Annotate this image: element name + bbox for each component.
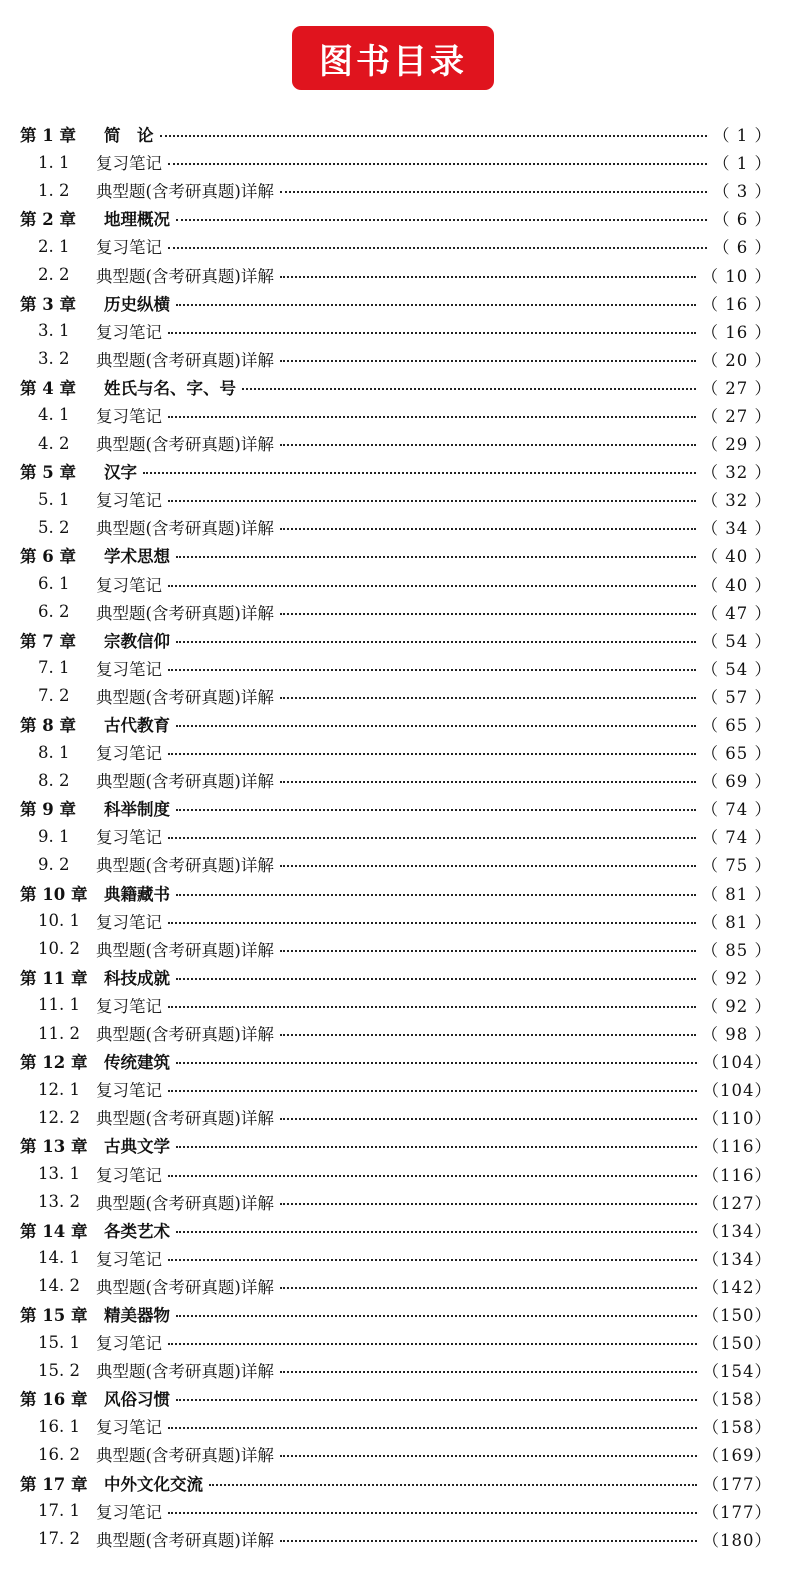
page-number: （ 54 ） (701, 659, 772, 679)
section-number: 17. 1 (38, 1501, 80, 1521)
chapter-number: 第 4 章 (20, 378, 76, 398)
toc-section-row[interactable] (20, 850, 772, 878)
section-title: 典型题(含考研真题)详解 (96, 687, 274, 707)
toc-chapter-row[interactable] (20, 794, 772, 822)
page-number: （150） (702, 1305, 772, 1325)
section-number: 9. 1 (38, 826, 70, 846)
page-number: （ 16 ） (701, 322, 772, 342)
toc-section-row[interactable] (20, 485, 772, 513)
section-number: 13. 2 (38, 1192, 80, 1212)
section-title: 复习笔记 (96, 1081, 162, 1101)
toc-section-row[interactable] (20, 991, 772, 1019)
chapter-number: 第 7 章 (20, 631, 76, 651)
dot-leader (280, 1019, 696, 1047)
toc-section-row[interactable] (20, 1019, 772, 1047)
toc-section-row[interactable] (20, 654, 772, 682)
dot-leader (280, 935, 696, 963)
toc-chapter-row[interactable] (20, 373, 772, 401)
page-number: （ 10 ） (701, 266, 772, 286)
section-title: 典型题(含考研真题)详解 (96, 435, 274, 455)
page-number: （ 1 ） (713, 154, 772, 174)
toc-section-row[interactable] (20, 935, 772, 963)
section-title: 复习笔记 (96, 744, 162, 764)
chapter-title: 中外文化交流 (104, 1474, 203, 1494)
header (0, 0, 790, 120)
section-number: 2. 2 (38, 265, 70, 285)
section-number: 11. 1 (38, 995, 80, 1015)
section-title: 复习笔记 (96, 322, 162, 342)
dot-leader (209, 1469, 697, 1497)
page-number: （134） (702, 1249, 772, 1269)
dot-leader (168, 907, 696, 935)
page-number: （ 75 ） (701, 856, 772, 876)
chapter-number: 第 17 章 (20, 1474, 88, 1494)
page-number: （ 81 ） (701, 884, 772, 904)
page-number: （ 92 ） (701, 996, 772, 1016)
chapter-number: 第 5 章 (20, 463, 76, 483)
section-title: 典型题(含考研真题)详解 (96, 1530, 274, 1550)
page-number: （ 3 ） (713, 182, 772, 202)
page-number: （116） (702, 1165, 772, 1185)
page-number: （180） (702, 1530, 772, 1550)
dot-leader (280, 1103, 697, 1131)
toc-section-row[interactable] (20, 317, 772, 345)
chapter-number: 第 16 章 (20, 1390, 88, 1410)
toc-section-row[interactable] (20, 401, 772, 429)
chapter-number: 第 8 章 (20, 716, 76, 736)
section-number: 8. 2 (38, 770, 70, 790)
dot-leader (280, 850, 696, 878)
section-number: 15. 2 (38, 1360, 80, 1380)
section-number: 3. 2 (38, 349, 70, 369)
section-number: 1. 2 (38, 180, 70, 200)
dot-leader (168, 148, 707, 176)
toc-section-row[interactable] (20, 1497, 772, 1525)
toc-section-row[interactable] (20, 1356, 772, 1384)
dot-leader (280, 513, 696, 541)
chapter-number: 第 12 章 (20, 1053, 88, 1073)
chapter-title: 古典文学 (104, 1137, 170, 1157)
page-number: （ 6 ） (713, 238, 772, 258)
section-title: 典型题(含考研真题)详解 (96, 266, 274, 286)
page-number: （ 57 ） (701, 687, 772, 707)
section-number: 17. 2 (38, 1529, 80, 1549)
section-title: 典型题(含考研真题)详解 (96, 856, 274, 876)
chapter-number: 第 11 章 (20, 968, 88, 988)
toc-section-row[interactable] (20, 682, 772, 710)
section-title: 复习笔记 (96, 659, 162, 679)
toc-section-row[interactable] (20, 1272, 772, 1300)
page-title: 图书目录 (292, 26, 494, 90)
page-number: （ 16 ） (701, 294, 772, 314)
toc-chapter-row[interactable] (20, 204, 772, 232)
section-title: 典型题(含考研真题)详解 (96, 940, 274, 960)
section-number: 14. 2 (38, 1276, 80, 1296)
chapter-title: 学术思想 (104, 547, 170, 567)
toc-section-row[interactable] (20, 513, 772, 541)
dot-leader (176, 1300, 697, 1328)
section-number: 7. 1 (38, 658, 70, 678)
section-number: 3. 1 (38, 321, 70, 341)
chapter-number: 第 6 章 (20, 547, 76, 567)
toc-section-row[interactable] (20, 822, 772, 850)
page-number: （ 20 ） (701, 350, 772, 370)
page-number: （154） (702, 1362, 772, 1382)
page-number: （ 32 ） (701, 491, 772, 511)
section-number: 5. 2 (38, 517, 70, 537)
chapter-number: 第 10 章 (20, 884, 88, 904)
toc-section-row[interactable] (20, 1440, 772, 1468)
page-number: （ 27 ） (701, 378, 772, 398)
page-number: （127） (702, 1193, 772, 1213)
toc-section-row[interactable] (20, 907, 772, 935)
section-title: 典型题(含考研真题)详解 (96, 350, 274, 370)
dot-leader (280, 429, 696, 457)
toc-section-row[interactable] (20, 232, 772, 260)
page-number: （104） (702, 1081, 772, 1101)
dot-leader (168, 991, 696, 1019)
toc-section-row[interactable] (20, 260, 772, 288)
toc-section-row[interactable] (20, 1075, 772, 1103)
page-number: （ 65 ） (701, 716, 772, 736)
dot-leader (176, 1131, 697, 1159)
toc-chapter-row[interactable] (20, 289, 772, 317)
dot-leader (280, 766, 696, 794)
dot-leader (168, 1075, 697, 1103)
dot-leader (280, 682, 696, 710)
page-number: （116） (702, 1137, 772, 1157)
toc-section-row[interactable] (20, 1188, 772, 1216)
dot-leader (176, 204, 707, 232)
dot-leader (168, 1244, 697, 1272)
page-number: （158） (702, 1418, 772, 1438)
page-number: （158） (702, 1390, 772, 1410)
dot-leader (176, 794, 696, 822)
toc-chapter-row[interactable] (20, 1216, 772, 1244)
dot-leader (280, 1272, 697, 1300)
toc-chapter-row[interactable] (20, 1300, 772, 1328)
section-title: 复习笔记 (96, 406, 162, 426)
dot-leader (280, 345, 696, 373)
page-number: （ 40 ） (701, 575, 772, 595)
section-title: 典型题(含考研真题)详解 (96, 1446, 274, 1466)
toc-chapter-row[interactable] (20, 457, 772, 485)
dot-leader (168, 232, 707, 260)
chapter-title: 简 论 (104, 126, 154, 146)
toc-section-row[interactable] (20, 1159, 772, 1187)
section-number: 12. 2 (38, 1107, 80, 1127)
page-number: （ 34 ） (701, 519, 772, 539)
page-number: （ 74 ） (701, 828, 772, 848)
chapter-title: 科技成就 (104, 968, 170, 988)
chapter-title: 各类艺术 (104, 1221, 170, 1241)
toc-chapter-row[interactable] (20, 1131, 772, 1159)
dot-leader (143, 457, 696, 485)
section-number: 15. 1 (38, 1332, 80, 1352)
section-title: 典型题(含考研真题)详解 (96, 1109, 274, 1129)
toc-section-row[interactable] (20, 738, 772, 766)
page-number: （ 81 ） (701, 912, 772, 932)
toc-section-row[interactable] (20, 1328, 772, 1356)
table-of-contents (20, 120, 772, 1553)
chapter-title: 宗教信仰 (104, 631, 170, 651)
dot-leader (168, 1328, 697, 1356)
page-number: （ 98 ） (701, 1025, 772, 1045)
page-number: （142） (702, 1277, 772, 1297)
toc-section-row[interactable] (20, 1412, 772, 1440)
section-title: 复习笔记 (96, 575, 162, 595)
dot-leader (176, 1047, 697, 1075)
toc-chapter-row[interactable] (20, 710, 772, 738)
section-title: 典型题(含考研真题)详解 (96, 772, 274, 792)
section-title: 复习笔记 (96, 1334, 162, 1354)
page-number: （150） (702, 1334, 772, 1354)
chapter-title: 姓氏与名、字、号 (104, 378, 236, 398)
toc-chapter-row[interactable] (20, 120, 772, 148)
chapter-number: 第 2 章 (20, 210, 76, 230)
section-number: 10. 1 (38, 911, 80, 931)
section-number: 11. 2 (38, 1023, 80, 1043)
toc-section-row[interactable] (20, 148, 772, 176)
chapter-title: 风俗习惯 (104, 1390, 170, 1410)
section-number: 16. 1 (38, 1416, 80, 1436)
section-title: 复习笔记 (96, 912, 162, 932)
page-number: （ 74 ） (701, 800, 772, 820)
chapter-number: 第 13 章 (20, 1137, 88, 1157)
section-title: 典型题(含考研真题)详解 (96, 603, 274, 623)
dot-leader (176, 879, 696, 907)
section-number: 7. 2 (38, 686, 70, 706)
section-number: 1. 1 (38, 152, 70, 172)
section-number: 14. 1 (38, 1248, 80, 1268)
section-title: 典型题(含考研真题)详解 (96, 1277, 274, 1297)
section-number: 2. 1 (38, 236, 70, 256)
dot-leader (176, 289, 696, 317)
chapter-number: 第 1 章 (20, 126, 76, 146)
section-title: 典型题(含考研真题)详解 (96, 1025, 274, 1045)
page-number: （ 54 ） (701, 631, 772, 651)
toc-section-row[interactable] (20, 1103, 772, 1131)
dot-leader (242, 373, 696, 401)
dot-leader (176, 1384, 697, 1412)
page-number: （169） (702, 1446, 772, 1466)
toc-section-row[interactable] (20, 570, 772, 598)
toc-section-row[interactable] (20, 176, 772, 204)
section-title: 复习笔记 (96, 238, 162, 258)
section-number: 12. 1 (38, 1079, 80, 1099)
section-number: 16. 2 (38, 1444, 80, 1464)
dot-leader (168, 401, 696, 429)
section-title: 复习笔记 (96, 828, 162, 848)
section-number: 13. 1 (38, 1164, 80, 1184)
toc-section-row[interactable] (20, 1244, 772, 1272)
dot-leader (280, 598, 696, 626)
page-number: （ 1 ） (713, 126, 772, 146)
section-title: 复习笔记 (96, 1502, 162, 1522)
toc-section-row[interactable] (20, 345, 772, 373)
page-number: （177） (702, 1502, 772, 1522)
chapter-title: 地理概况 (104, 210, 170, 230)
section-title: 复习笔记 (96, 1418, 162, 1438)
section-title: 典型题(含考研真题)详解 (96, 1362, 274, 1382)
toc-section-row[interactable] (20, 766, 772, 794)
toc-chapter-row[interactable] (20, 1469, 772, 1497)
section-number: 8. 1 (38, 742, 70, 762)
page-number: （ 69 ） (701, 772, 772, 792)
chapter-title: 传统建筑 (104, 1053, 170, 1073)
dot-leader (168, 1497, 697, 1525)
section-title: 复习笔记 (96, 1249, 162, 1269)
chapter-title: 典籍藏书 (104, 884, 170, 904)
section-number: 6. 2 (38, 602, 70, 622)
toc-chapter-row[interactable] (20, 541, 772, 569)
section-number: 4. 2 (38, 433, 70, 453)
dot-leader (176, 626, 696, 654)
page-number: （134） (702, 1221, 772, 1241)
dot-leader (168, 317, 696, 345)
section-number: 6. 1 (38, 574, 70, 594)
dot-leader (280, 1525, 697, 1553)
dot-leader (176, 963, 696, 991)
page-number: （ 6 ） (713, 210, 772, 230)
dot-leader (168, 654, 696, 682)
dot-leader (176, 710, 696, 738)
page-number: （ 32 ） (701, 463, 772, 483)
page-number: （ 29 ） (701, 435, 772, 455)
page-number: （ 92 ） (701, 968, 772, 988)
section-number: 10. 2 (38, 939, 80, 959)
page-number: （ 27 ） (701, 406, 772, 426)
chapter-number: 第 14 章 (20, 1221, 88, 1241)
dot-leader (168, 570, 696, 598)
dot-leader (168, 1160, 697, 1188)
page-number: （110） (702, 1109, 772, 1129)
page-number: （ 47 ） (701, 603, 772, 623)
page-number: （ 85 ） (701, 940, 772, 960)
section-title: 复习笔记 (96, 491, 162, 511)
chapter-title: 汉字 (104, 463, 137, 483)
toc-section-row[interactable] (20, 429, 772, 457)
section-number: 5. 1 (38, 489, 70, 509)
chapter-title: 历史纵横 (104, 294, 170, 314)
section-title: 典型题(含考研真题)详解 (96, 519, 274, 539)
section-number: 4. 1 (38, 405, 70, 425)
dot-leader (168, 822, 696, 850)
page-number: （104） (702, 1053, 772, 1073)
page-number: （177） (702, 1474, 772, 1494)
page-number: （ 65 ） (701, 744, 772, 764)
toc-chapter-row[interactable] (20, 626, 772, 654)
section-title: 复习笔记 (96, 996, 162, 1016)
dot-leader (280, 1188, 697, 1216)
dot-leader (168, 738, 696, 766)
chapter-number: 第 9 章 (20, 800, 76, 820)
dot-leader (160, 120, 708, 148)
dot-leader (168, 1412, 697, 1440)
toc-chapter-row[interactable] (20, 1384, 772, 1412)
chapter-title: 科举制度 (104, 800, 170, 820)
dot-leader (176, 541, 696, 569)
dot-leader (280, 1440, 697, 1468)
toc-section-row[interactable] (20, 598, 772, 626)
section-title: 复习笔记 (96, 154, 162, 174)
section-number: 9. 2 (38, 854, 70, 874)
dot-leader (280, 176, 707, 204)
toc-chapter-row[interactable] (20, 963, 772, 991)
chapter-title: 古代教育 (104, 716, 170, 736)
page-number: （ 40 ） (701, 547, 772, 567)
dot-leader (280, 1356, 697, 1384)
toc-chapter-row[interactable] (20, 1047, 772, 1075)
chapter-number: 第 15 章 (20, 1305, 88, 1325)
dot-leader (176, 1216, 697, 1244)
chapter-title: 精美器物 (104, 1305, 170, 1325)
toc-section-row[interactable] (20, 1525, 772, 1553)
section-title: 复习笔记 (96, 1165, 162, 1185)
chapter-number: 第 3 章 (20, 294, 76, 314)
section-title: 典型题(含考研真题)详解 (96, 182, 274, 202)
dot-leader (280, 261, 696, 289)
toc-chapter-row[interactable] (20, 879, 772, 907)
section-title: 典型题(含考研真题)详解 (96, 1193, 274, 1213)
dot-leader (168, 485, 696, 513)
